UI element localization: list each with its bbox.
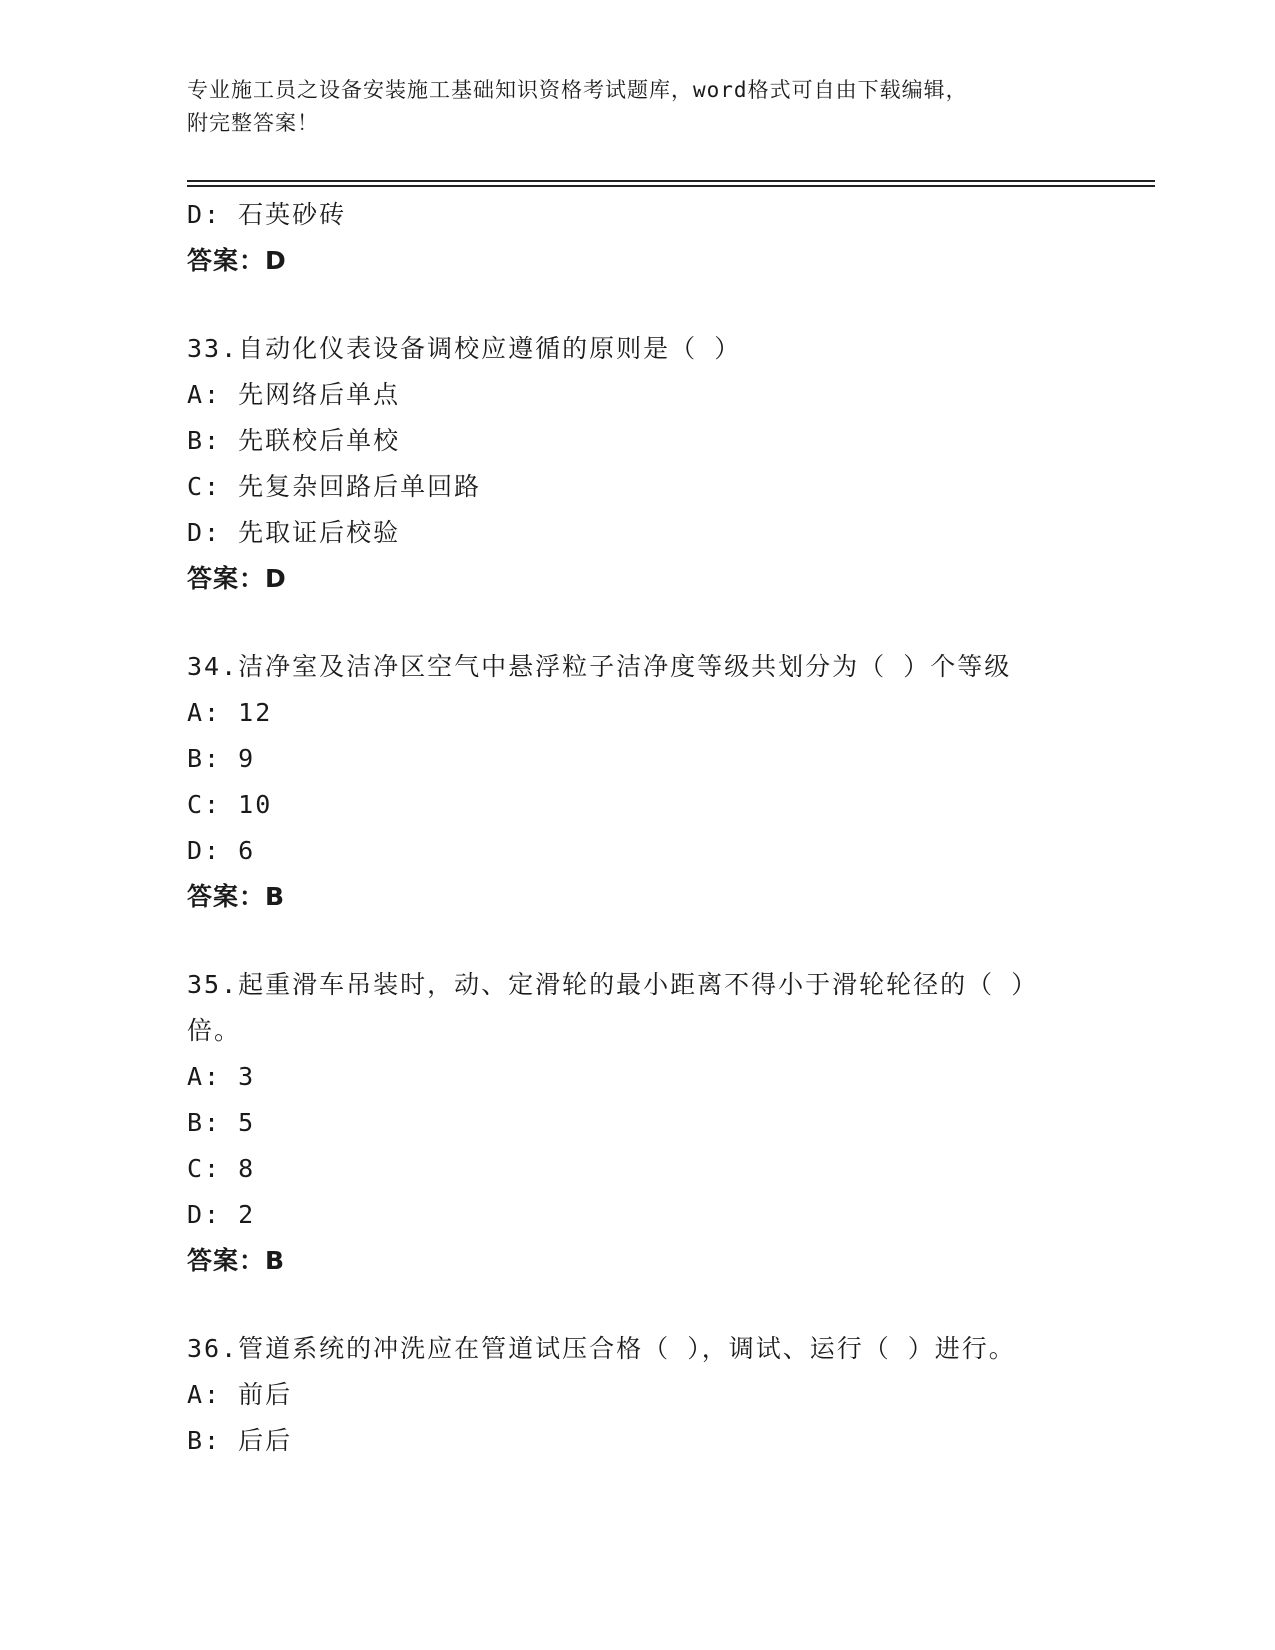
question-36	[187, 1326, 1087, 1464]
question-35	[187, 962, 1087, 1284]
option-item: A: 12	[187, 698, 273, 727]
option-item: C: 先复杂回路后单回路	[187, 472, 482, 501]
option-item: A: 先网络后单点	[187, 380, 401, 409]
question-text: 35.起重滑车吊装时，动、定滑轮的最小距离不得小于滑轮轮径的（ ）倍。	[187, 970, 1039, 1045]
header-line-2: 附完整答案！	[187, 111, 319, 135]
option-item: B: 5	[187, 1108, 256, 1137]
option-item: D: 6	[187, 836, 256, 865]
header-divider-top	[187, 180, 1155, 182]
question-text: 34.洁净室及洁净区空气中悬浮粒子洁净度等级共划分为（ ）个等级	[187, 652, 1012, 681]
spacer	[187, 1284, 1087, 1326]
header-line-1: 专业施工员之设备安装施工基础知识资格考试题库，word格式可自由下载编辑，	[187, 78, 968, 102]
carryover-block	[187, 192, 1087, 284]
spacer	[187, 602, 1087, 644]
question-text: 33.自动化仪表设备调校应遵循的原则是（ ）	[187, 334, 742, 363]
option-item: C: 8	[187, 1154, 256, 1183]
question-list	[187, 192, 1087, 1464]
answer-line: 答案：D	[187, 246, 287, 275]
spacer	[187, 284, 1087, 326]
answer-line: 答案：B	[187, 882, 286, 911]
question-34	[187, 644, 1087, 920]
option-item: B: 后后	[187, 1426, 293, 1455]
document-header	[187, 74, 1087, 140]
question-text: 36.管道系统的冲洗应在管道试压合格（ ），调试、运行（ ）进行。	[187, 1334, 1016, 1363]
question-33	[187, 326, 1087, 602]
option-item: B: 9	[187, 744, 256, 773]
option-item: D: 2	[187, 1200, 256, 1229]
option-item: A: 前后	[187, 1380, 293, 1409]
option-item: D: 石英砂砖	[187, 200, 347, 229]
option-item: B: 先联校后单校	[187, 426, 401, 455]
spacer	[187, 920, 1087, 962]
answer-line: 答案：D	[187, 564, 287, 593]
answer-line: 答案：B	[187, 1246, 286, 1275]
option-item: A: 3	[187, 1062, 256, 1091]
option-item: D: 先取证后校验	[187, 518, 401, 547]
header-divider-bottom	[187, 185, 1155, 187]
option-item: C: 10	[187, 790, 273, 819]
